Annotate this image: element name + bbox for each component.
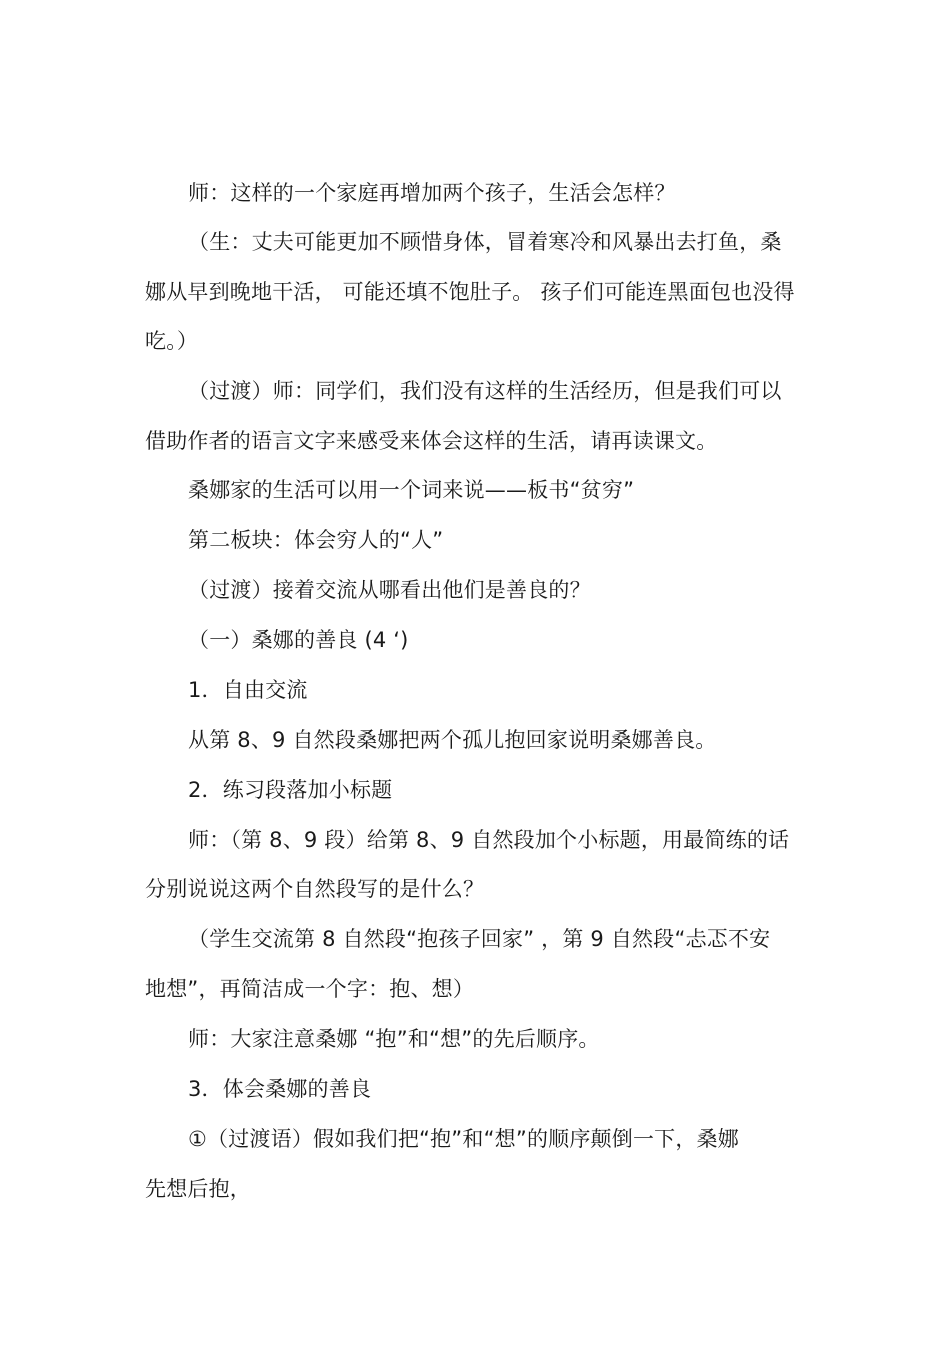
- section-heading: 第二板块：体会穷人的“人”: [188, 528, 444, 552]
- paragraph-line: 娜从早到晚地干活， 可能还填不饱肚子。 孩子们可能连黑面包也没得: [145, 280, 795, 304]
- list-item: 1．自由交流: [188, 678, 308, 702]
- paragraph-line: 吃。）: [145, 329, 199, 353]
- list-item: 2．练习段落加小标题: [188, 778, 393, 802]
- paragraph-line: 师：大家注意桑娜 “抱”和“想”的先后顺序。: [188, 1027, 600, 1051]
- paragraph-line: （过渡）师：同学们，我们没有这样的生活经历，但是我们可以: [188, 379, 782, 403]
- paragraph-line: （生：丈夫可能更加不顾惜身体，冒着寒冷和风暴出去打鱼，桑: [188, 230, 782, 254]
- paragraph-line: 先想后抱，: [145, 1177, 251, 1201]
- paragraph-line: 地想”，再简洁成一个字：抱、想）: [145, 977, 475, 1001]
- subsection-heading: （一）桑娜的善良 (4 ‘): [188, 628, 409, 652]
- list-item: 3．体会桑娜的善良: [188, 1077, 372, 1101]
- paragraph-line: ①（过渡语）假如我们把“抱”和“想”的顺序颠倒一下，桑娜: [188, 1127, 739, 1151]
- paragraph-line: 从第 8、9 自然段桑娜把两个孤儿抱回家说明桑娜善良。: [188, 728, 717, 752]
- paragraph-line: （过渡）接着交流从哪看出他们是善良的？: [188, 578, 591, 602]
- paragraph-line: （学生交流第 8 自然段“抱孩子回家” ，第 9 自然段“忐忑不安: [188, 927, 771, 951]
- paragraph-line: 借助作者的语言文字来感受来体会这样的生活，请再读课文。: [145, 429, 718, 453]
- paragraph-line: 分别说说这两个自然段写的是什么？: [145, 877, 485, 901]
- paragraph-line: 师：这样的一个家庭再增加两个孩子，生活会怎样？: [188, 181, 676, 205]
- paragraph-line: 桑娜家的生活可以用一个词来说——板书“贫穷”: [188, 478, 635, 502]
- paragraph-line: 师：（第 8、9 段）给第 8、9 自然段加个小标题，用最简练的话: [188, 828, 790, 852]
